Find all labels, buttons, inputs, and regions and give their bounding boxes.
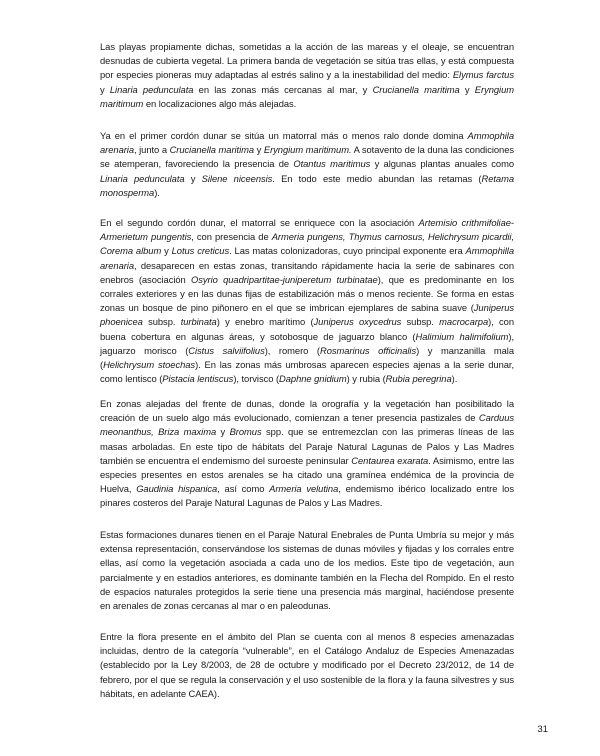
text-run: ), que es predominante en los corrales exteriores y en las dunas fijas de estabilización más o menos reciente. Se forma en estas zonas un bosque de pino piñonero en el que se imbrican ejemplares de sabina suave ( (100, 273, 515, 314)
species-name-italic: Bromus (229, 426, 262, 438)
text-run: ) y enebro marítimo ( (216, 316, 314, 328)
text-run: ), torvisco ( (233, 373, 280, 385)
text-run: ), romero ( (264, 344, 320, 356)
species-name-italic: Ammophila arenaria (100, 130, 514, 156)
species-name-italic: Rosmarinus officinalis (319, 344, 417, 356)
text-run: en las zonas más cercanas al mar, y (193, 83, 373, 95)
text-run: ) y rubia ( (346, 373, 386, 385)
species-name-italic: Halimium halimifolium (415, 330, 509, 342)
text-run: subsp. (401, 316, 440, 328)
species-name-italic: Armeria pungens, Thymus carnosus, Helichrysum picardii, Corema album (100, 231, 514, 257)
text-run: Ya en el primer cordón dunar se sitúa un matorral más o menos ralo donde domina (100, 130, 468, 141)
species-name-italic: Artemisio crithmifoliae-Armerietum pungentis (100, 217, 514, 243)
text-run: y (100, 83, 110, 95)
text-run: ) y manzanilla mala ( (100, 344, 514, 371)
text-run: , junto a (134, 144, 170, 156)
paragraph-inland-grasslands (100, 397, 514, 511)
species-name-italic: Otantus maritimus (293, 158, 371, 170)
text-run: ), jaguarzo morisco ( (100, 330, 515, 356)
species-name-italic: Carduus meonanthus, Briza maxima (100, 412, 514, 438)
text-run: Estas formaciones dunares tienen en el Paraje Natural Enebrales de Punta Umbría su mejor y más extensa representación, conservándose los sistemas de dunas móviles y fijadas y los corrales entre ellas, así como la vegetación asociada a cada uno de los medios. Este tipo de vegetación, aun parcialmente y en estadios anteriores, es dominante también en la Flecha del Rompido. En el resto de espacios naturales protegidos la serie tiene una presencia más marginal, haciéndose presente en arenales de zonas cercanas al mar o en paleodunas. (100, 529, 514, 612)
paragraph-threatened-flora (100, 630, 514, 701)
text-run: ). En las zonas más umbrosas aparecen especies ajenas a la serie dunar, como lentisco ( (100, 359, 515, 385)
species-name-italic: Osyrio quadripartitae-juniperetum turbinatae (191, 273, 378, 285)
text-run: en localizaciones algo más alejadas. (143, 97, 297, 109)
text-run: Entre la flora presente en el ámbito del Plan se cuenta con al menos 8 especies amenazadas incluidas, dentro de la categoría “vulnerable”, en el Catálogo Andaluz de Especies Amenazadas (establecido por la Ley 8/2003, de 28 de octubre y modificado por el Decreto 23/2012, de 14 de febrero, por el que se regula la conservación y el uso sostenible de la flora y la fauna silvestres y sus hábitats, en adelante CAEA). (100, 631, 514, 699)
text-run: ). (451, 373, 458, 385)
paragraph-dune-formations (100, 528, 514, 613)
species-name-italic: macrocarpa (439, 316, 489, 328)
text-run: y (216, 426, 230, 438)
text-run: , con presencia de (191, 231, 272, 243)
text-run: y (254, 144, 264, 156)
species-name-italic: Elymus farctus (452, 69, 514, 81)
species-name-italic: Rubia peregrina (385, 373, 452, 385)
text-run: , endemismo ibérico localizado entre los pinares costeros del Paraje Natural Lagunas de Palos y Las Madres. (100, 483, 514, 509)
text-run: , desaparecen en estas zonas, transitando rápidamente hacia la serie de sabinares con enebros (asociación (100, 259, 514, 285)
species-name-italic: Linaria pedunculata (100, 172, 185, 184)
text-run: En zonas alejadas del frente de dunas, donde la orografía y la vegetación han posibilitado la creación de un suelo algo más evolucionado, comienzan a tener presencia pastizales de (100, 398, 514, 424)
text-run: y (161, 245, 172, 257)
species-name-italic: turbinata (180, 316, 217, 328)
species-name-italic: Juniperus phoenicea (100, 302, 514, 328)
species-name-italic: Ammophilla arenaria (100, 245, 514, 271)
text-run: Las playas propiamente dichas, sometidas a la acción de las mareas y el oleaje, se encuentran desnudas de cubierta vegetal. La primera banda de vegetación se sitúa tras ellas, y está compuesta por especies pioneras muy adaptadas al estrés salino y a la inestabilidad del medio: (100, 41, 514, 81)
text-run: En el segundo cordón dunar, el matorral se enriquece con la asociación (100, 217, 419, 228)
species-name-italic: Retama monosperma (100, 172, 515, 198)
species-name-italic: Linaria pedunculata (109, 83, 194, 95)
species-name-italic: Armeria velutina (269, 483, 339, 495)
species-name-italic: Juniperus oxycedrus (313, 316, 402, 328)
text-run: ). (154, 186, 160, 198)
text-run: , así como (217, 483, 270, 495)
text-run: spp. que se entremezclan con las primeras líneas de las masas arboladas. En este tipo de hábitats del Paraje Natural Lagunas de Palos y Las Madres también se encuentra el endemismo del suroeste peninsular (100, 426, 515, 466)
text-run: . En todo este medio abundan las retamas ( (272, 172, 482, 184)
text-run: y (459, 83, 475, 95)
species-name-italic: Silene niceensis (201, 172, 273, 184)
paragraph-first-dune-ridge (100, 129, 514, 200)
text-run: subsp. (142, 316, 181, 328)
species-name-italic: Crucianella maritima (169, 144, 255, 156)
species-name-italic: Eryngium maritimum (100, 83, 514, 109)
page-number: 31 (537, 724, 548, 735)
species-name-italic: Crucianella maritima (372, 83, 460, 95)
paragraph-beach-vegetation (100, 40, 514, 111)
species-name-italic: Daphne gnidium (279, 373, 347, 385)
species-name-italic: Cistus salviifolius (188, 344, 265, 356)
species-name-italic: Gaudinia hispanica (136, 483, 218, 495)
species-name-italic: Helichrysum stoechas (103, 359, 196, 371)
paragraph-second-dune-ridge (100, 216, 514, 386)
text-run: y algunas plantas anuales como (370, 158, 515, 170)
species-name-italic: Lotus creticus (171, 245, 230, 257)
species-name-italic: Eryngium maritimum. (263, 144, 352, 156)
text-run: . Las matas colonizadoras, cuyo principal exponente era (229, 245, 466, 257)
text-run: A sotavento de la duna las condiciones se atemperan, favoreciendo la presencia de (100, 144, 515, 170)
text-run: . Asimismo, entre las especies presentes en estos arenales se ha citado una gramínea endémica de la provincia de Huelva, (100, 454, 514, 495)
species-name-italic: Pistacia lentiscus (162, 373, 234, 385)
text-run: ), con buena cobertura en algunas áreas, y sotobosque de jaguarzo blanco ( (100, 316, 514, 342)
species-name-italic: Centaurea exarata (351, 454, 429, 466)
text-run: y (184, 172, 202, 184)
